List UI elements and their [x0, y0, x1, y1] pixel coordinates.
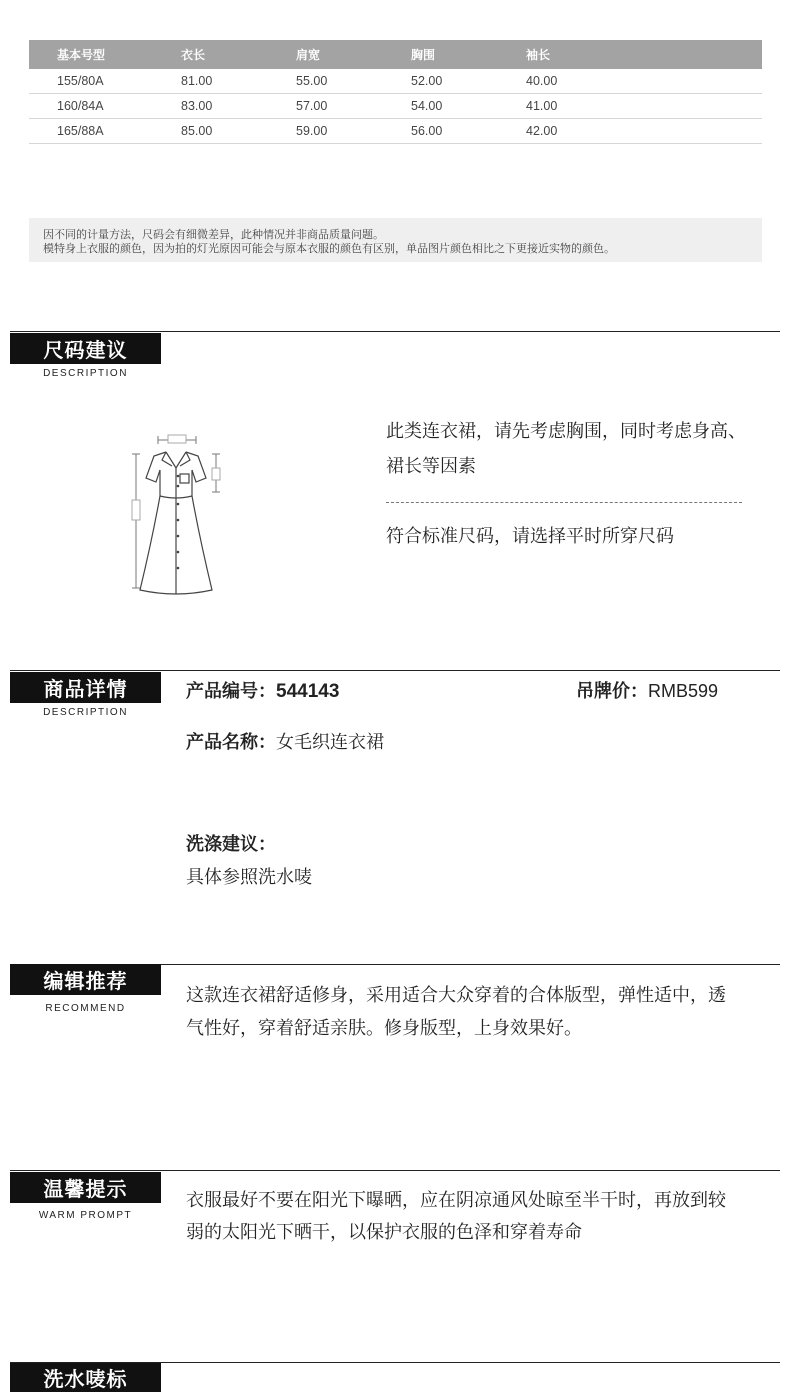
recommend-line-2: 气性好，穿着舒适亲肤。修身版型，上身效果好。: [186, 1018, 582, 1038]
section-subtitle: DESCRIPTION: [43, 368, 128, 379]
table-cell: 83.00: [181, 99, 213, 113]
product-name: [186, 725, 384, 759]
section-title-warm-prompt: 温馨提示: [10, 1172, 161, 1203]
section-title-wash-label: 洗水唛标: [10, 1363, 161, 1392]
product-code-value: 544143: [276, 681, 340, 702]
wash-advice-label: 洗涤建议：: [186, 834, 276, 854]
section-divider: [10, 331, 780, 332]
prompt-line-2: 弱的太阳光下晒干，以保护衣服的色泽和穿着寿命: [186, 1222, 582, 1242]
table-row: [29, 119, 762, 144]
notice-line-2: 模特身上衣服的颜色，因为拍的灯光原因可能会与原本衣服的颜色有区别，单品图片颜色相比之下更接近实物的颜色。: [43, 243, 615, 255]
header-chest: 胸围: [411, 48, 436, 62]
product-code: [186, 674, 339, 709]
section-title-editor-recommend: 编辑推荐: [10, 964, 161, 995]
product-name-label: 产品名称：: [186, 732, 276, 752]
table-row: [29, 94, 762, 119]
table-cell: 59.00: [296, 124, 328, 138]
section-title-size-advice: 尺码建议: [10, 333, 161, 364]
header-shoulder: 肩宽: [296, 48, 321, 62]
table-cell: 41.00: [526, 99, 558, 113]
section-divider: [10, 1170, 780, 1171]
dashed-divider: [386, 502, 742, 503]
section-subtitle: DESCRIPTION: [43, 707, 128, 718]
header-base-size: 基本号型: [57, 48, 106, 62]
size-advice-line-2: 裙长等因素: [386, 456, 476, 476]
section-subtitle: RECOMMEND: [45, 1003, 126, 1014]
size-table: [29, 40, 762, 144]
header-length: 衣长: [181, 48, 206, 62]
tag-price: [576, 674, 718, 708]
product-name-value: 女毛织连衣裙: [276, 732, 384, 752]
table-cell: 56.00: [411, 124, 443, 138]
section-subtitle: WARM PROMPT: [38, 1210, 133, 1221]
table-cell: 160/84A: [57, 99, 104, 113]
table-cell: 57.00: [296, 99, 328, 113]
table-cell: 40.00: [526, 74, 558, 88]
table-cell: 54.00: [411, 99, 443, 113]
size-table-header: [29, 40, 762, 69]
header-sleeve: 袖长: [526, 48, 551, 62]
table-cell: 42.00: [526, 124, 558, 138]
table-cell: 55.00: [296, 74, 328, 88]
recommend-line-1: 这款连衣裙舒适修身，采用适合大众穿着的合体版型，弹性适中，透: [186, 985, 726, 1005]
product-code-label: 产品编号：: [186, 681, 276, 701]
section-divider: [10, 670, 780, 671]
notice-line-1: 因不同的计量方法，尺码会有细微差异，此种情况并非商品质量问题。: [43, 229, 384, 241]
wash-advice-value: 具体参照洗水唛: [186, 867, 312, 887]
size-advice-line-3: 符合标准尺码，请选择平时所穿尺码: [386, 526, 674, 546]
size-advice-line-1: 此类连衣裙，请先考虑胸围，同时考虑身高、: [386, 421, 746, 441]
tag-price-label: 吊牌价：: [576, 681, 648, 701]
table-cell: 85.00: [181, 124, 213, 138]
measurement-notice: [29, 218, 762, 262]
prompt-line-1: 衣服最好不要在阳光下曝晒，应在阴凉通风处晾至半干时，再放到较: [186, 1190, 726, 1210]
tag-price-value: RMB599: [648, 681, 719, 701]
section-title-product-details: 商品详情: [10, 672, 161, 703]
table-cell: 81.00: [181, 74, 213, 88]
table-cell: 155/80A: [57, 74, 104, 88]
dress-sketch-icon: [118, 430, 238, 600]
table-cell: 52.00: [411, 74, 443, 88]
table-cell: 165/88A: [57, 124, 104, 138]
table-row: [29, 69, 762, 94]
